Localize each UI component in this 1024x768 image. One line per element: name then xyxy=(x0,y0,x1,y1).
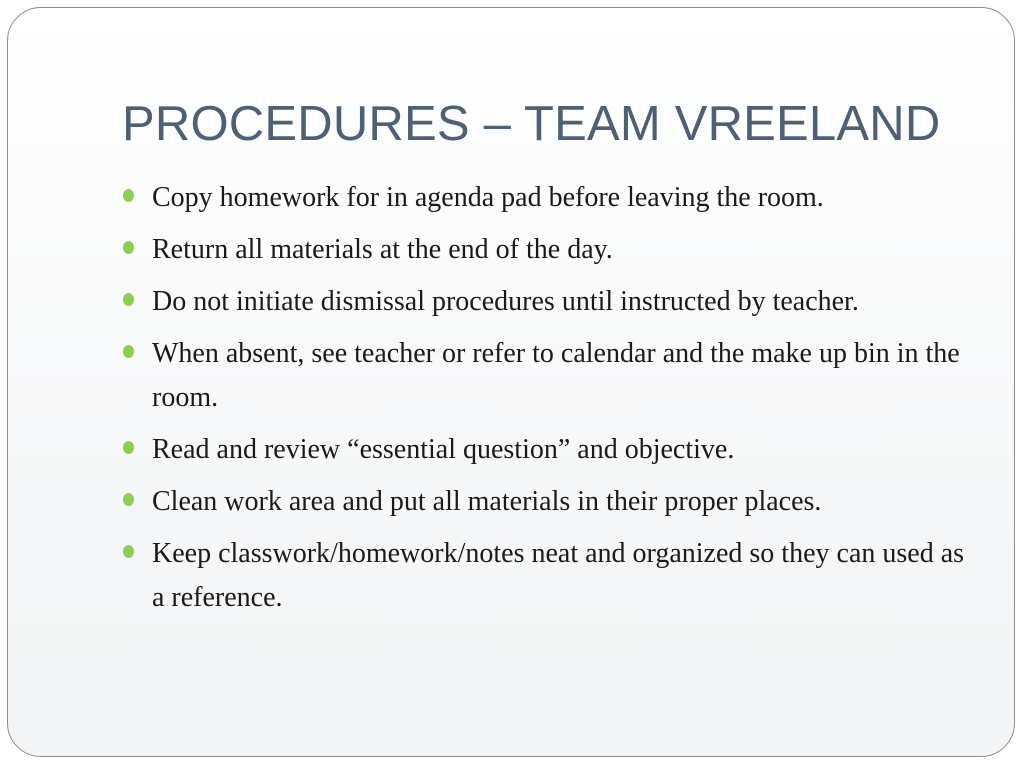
list-item xyxy=(122,280,982,324)
list-item-text: Do not initiate dismissal procedures until instructed by teacher. xyxy=(152,286,859,317)
bullet-dot-icon xyxy=(123,545,134,558)
bullet-dot-icon xyxy=(123,241,134,254)
list-item xyxy=(122,228,982,272)
bullet-dot-icon xyxy=(123,345,134,358)
list-item xyxy=(122,176,982,220)
bullet-list xyxy=(122,176,982,628)
slide-frame xyxy=(7,7,1015,757)
list-item-text: When absent, see teacher or refer to calendar and the make up bin in the room. xyxy=(152,338,960,413)
list-item-text: Keep classwork/homework/notes neat and organized so they can used as a reference. xyxy=(152,538,965,613)
list-item xyxy=(122,532,982,620)
bullet-dot-icon xyxy=(123,293,134,306)
slide-title: PROCEDURES – TEAM VREELAND xyxy=(122,97,941,151)
list-item xyxy=(122,480,982,524)
bullet-dot-icon xyxy=(123,189,134,202)
bullet-dot-icon xyxy=(123,493,134,506)
list-item-text: Read and review “essential question” and objective. xyxy=(152,434,735,465)
list-item xyxy=(122,332,982,420)
list-item-text: Return all materials at the end of the day. xyxy=(152,234,613,265)
list-item xyxy=(122,428,982,472)
list-item-text: Clean work area and put all materials in their proper places. xyxy=(152,486,822,517)
bullet-dot-icon xyxy=(123,441,134,454)
list-item-text: Copy homework for in agenda pad before leaving the room. xyxy=(152,182,824,213)
